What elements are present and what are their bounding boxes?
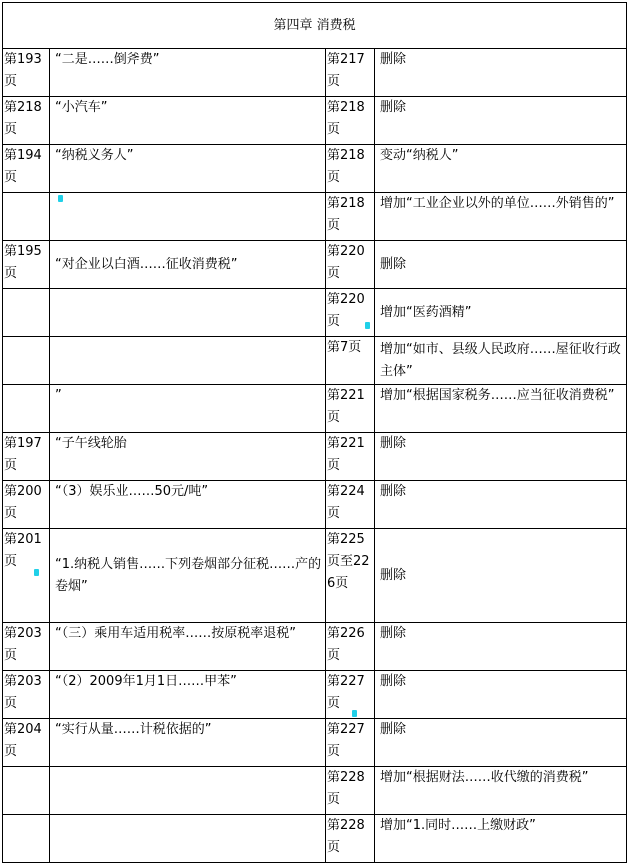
new-page-cell: 第217页	[326, 49, 375, 97]
new-page-cell: 第226页	[326, 623, 375, 671]
old-page-cell: 第218页	[3, 97, 50, 145]
new-page-cell: 第220页	[326, 241, 375, 289]
table-row	[3, 623, 627, 671]
old-page-cell	[3, 289, 50, 337]
old-page-cell	[3, 193, 50, 241]
new-text-cell: 增加“1.同时……上缴财政”	[375, 815, 627, 863]
table-row	[3, 385, 627, 433]
old-page-cell: 第197页	[3, 433, 50, 481]
old-text-cell: “（2）2009年1月1日……甲苯”	[50, 671, 326, 719]
new-page-cell: 第228页	[326, 767, 375, 815]
old-page-cell	[3, 767, 50, 815]
old-page-cell: 第203页	[3, 623, 50, 671]
new-text-cell: 增加“根据国家税务……应当征收消费税”	[375, 385, 627, 433]
old-text-cell: “（三）乘用车适用税率……按原税率退税”	[50, 623, 326, 671]
new-text-cell: 删除	[375, 623, 627, 671]
old-text-cell: “1.纳税人销售……下列卷烟部分征税……产的卷烟”	[50, 529, 326, 623]
old-text-cell: “对企业以白酒……征收消费税”	[50, 241, 326, 289]
table-row	[3, 49, 627, 97]
title-row	[3, 3, 627, 49]
old-page-cell: 第203页	[3, 671, 50, 719]
table-row	[3, 337, 627, 385]
old-page-cell: 第194页	[3, 145, 50, 193]
new-text-cell: 增加“如市、县级人民政府……屋征收行政主体”	[375, 337, 627, 385]
old-page-cell: 第200页	[3, 481, 50, 529]
old-page-cell: 第193页	[3, 49, 50, 97]
table-row	[3, 767, 627, 815]
table-row	[3, 97, 627, 145]
new-text-cell: 删除	[375, 481, 627, 529]
old-text-cell: “纳税义务人”	[50, 145, 326, 193]
old-page-cell	[3, 337, 50, 385]
new-page-cell: 第225页至226页	[326, 529, 375, 623]
old-page-cell: 第201页	[3, 529, 50, 623]
new-page-cell: 第218页	[326, 97, 375, 145]
new-text-cell: 删除	[375, 97, 627, 145]
revision-table	[2, 2, 627, 863]
new-page-cell: 第218页	[326, 193, 375, 241]
old-text-cell: “二是……倒斧费”	[50, 49, 326, 97]
old-text-cell	[50, 815, 326, 863]
new-page-cell: 第220页	[326, 289, 375, 337]
old-text-cell: “子午线轮胎	[50, 433, 326, 481]
table-row	[3, 815, 627, 863]
old-text-cell: “小汽车”	[50, 97, 326, 145]
table-row	[3, 433, 627, 481]
new-text-cell: 变动“纳税人”	[375, 145, 627, 193]
new-page-cell: 第221页	[326, 385, 375, 433]
new-text-cell: 增加“医药酒精”	[375, 289, 627, 337]
old-page-cell: 第195页	[3, 241, 50, 289]
old-text-cell: “（3）娱乐业……50元/吨”	[50, 481, 326, 529]
new-text-cell: 删除	[375, 49, 627, 97]
new-text-cell: 删除	[375, 719, 627, 767]
table-row	[3, 193, 627, 241]
table-row	[3, 145, 627, 193]
cyan-mark	[34, 569, 39, 576]
new-text-cell: 增加“工业企业以外的单位……外销售的”	[375, 193, 627, 241]
cyan-mark	[58, 195, 63, 202]
new-page-cell: 第221页	[326, 433, 375, 481]
new-page-cell: 第218页	[326, 145, 375, 193]
table-row	[3, 719, 627, 767]
new-text-cell: 删除	[375, 529, 627, 623]
old-text-cell	[50, 337, 326, 385]
cyan-mark	[352, 710, 357, 717]
old-text-cell	[50, 289, 326, 337]
old-page-cell: 第204页	[3, 719, 50, 767]
old-text-cell	[50, 193, 326, 241]
old-text-cell: ”	[50, 385, 326, 433]
new-text-cell: 删除	[375, 241, 627, 289]
table-row	[3, 529, 627, 623]
table-row	[3, 241, 627, 289]
new-text-cell: 增加“根据财法……收代缴的消费税”	[375, 767, 627, 815]
chapter-title: 第四章 消费税	[3, 3, 627, 49]
old-page-cell	[3, 385, 50, 433]
new-page-cell: 第227页	[326, 719, 375, 767]
new-page-cell: 第7页	[326, 337, 375, 385]
cyan-mark	[365, 322, 370, 329]
new-page-cell: 第227页	[326, 671, 375, 719]
table-row	[3, 289, 627, 337]
table-row	[3, 481, 627, 529]
new-text-cell: 删除	[375, 671, 627, 719]
old-text-cell	[50, 767, 326, 815]
table-row	[3, 671, 627, 719]
new-text-cell: 删除	[375, 433, 627, 481]
new-page-cell: 第228页	[326, 815, 375, 863]
old-page-cell	[3, 815, 50, 863]
old-text-cell: “实行从量……计税依据的”	[50, 719, 326, 767]
new-page-cell: 第224页	[326, 481, 375, 529]
